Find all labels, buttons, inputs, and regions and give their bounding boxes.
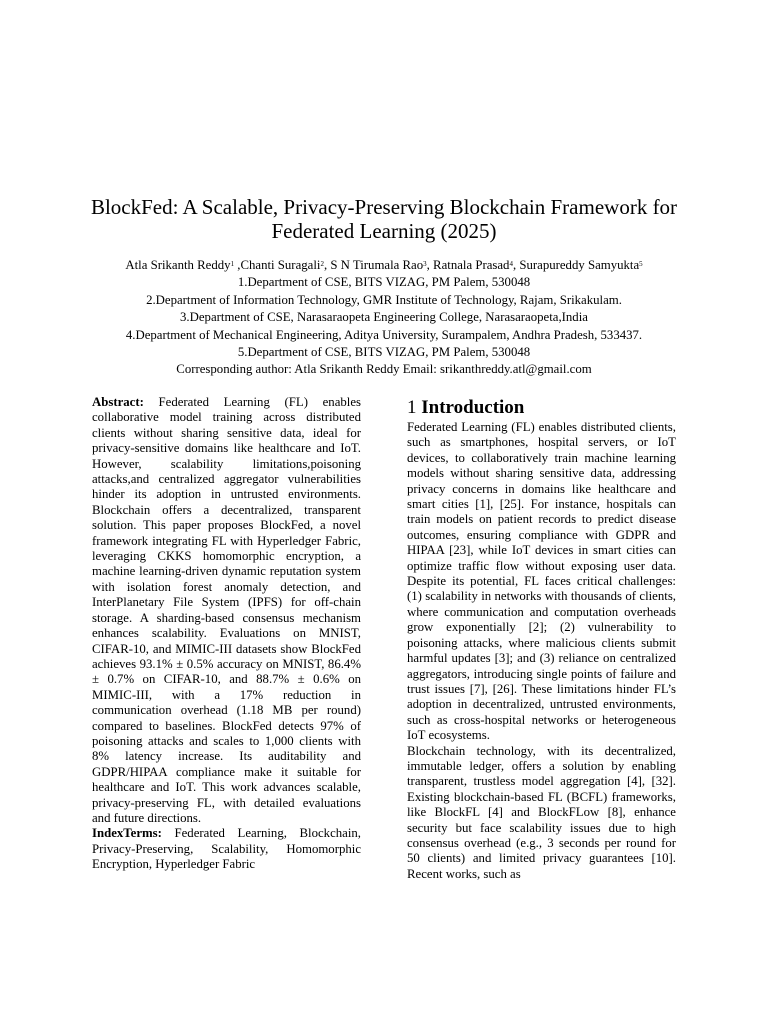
author-separator: , bbox=[426, 258, 434, 272]
intro-paragraph: Blockchain technology, with its decentralized, immutable ledger, offers a solution by enabling transparent, trustless model aggregation [4], [32]. Existing blockchain-based FL (BCFL) frameworks, like BlockFL [4] and BlockFLow [8], enhance security but face scalability issues due to high consensus overhead (e.g., 3 seconds per round for 50 clients) and limited privacy guarantees [10]. Recent works, such as bbox=[407, 743, 676, 881]
author-name: Ratnala Prasad bbox=[433, 258, 510, 272]
corresponding-author: Corresponding author: Atla Srikanth Reddy Email: srikanthreddy.atl@gmail.com bbox=[176, 362, 592, 377]
section-title: Introduction bbox=[421, 397, 525, 418]
section-heading bbox=[407, 396, 676, 420]
paper-title: BlockFed: A Scalable, Privacy-Preserving Blockchain Framework for Federated Learning (2025) bbox=[90, 195, 678, 243]
author-name: S N Tirumala Rao bbox=[330, 258, 424, 272]
affiliation: 3.Department of CSE, Narasaraopeta Engineering College, Narasaraopeta,India bbox=[180, 310, 588, 325]
affiliation: 4.Department of Mechanical Engineering, Aditya University, Surampalem, Andhra Pradesh, 533437. bbox=[125, 327, 643, 342]
affiliation: 2.Department of Information Technology, GMR Institute of Technology, Rajam, Srikakulam. bbox=[146, 292, 622, 307]
abstract-text: Federated Learning (FL) enables collaborative model training across distributed clients without sharing sensitive data, ideal for privacy-sensitive domains like healthcare and IoT. However, scalability limitations,poisoning attacks,and centralized aggregator vulnerabilities hinder its adoption in untrusted environments. Blockchain offers a decentralized, transparent solution. This paper proposes BlockFed, a novel framework integrating FL with Hyperledger Fabric, leveraging CKKS homomorphic encryption, a machine learning-driven dynamic reputation system with isolation forest anomaly detection, and InterPlanetary File System (IPFS) for off-chain storage. A sharding-based consensus mechanism enhances scalability. Evaluations on MNIST, CIFAR-10, and MIMIC-III datasets show BlockFed achieves 93.1% ± 0.5% accuracy on MNIST, 86.4% ± 0.7% on CIFAR-10, and 88.7% ± 0.6% on MIMIC-III, with a 17% reduction in communication overhead (1.18 MB per round) compared to baselines. BlockFed detects 97% of poisoning attacks and scales to 1,000 clients with 8% latency increase. Its auditability and GDPR/HIPAA compliance make it suitable for healthcare and IoT. This work advances scalable, privacy-preserving FL, with detailed evaluations and future directions. bbox=[92, 395, 361, 825]
author-name: Surapureddy Samyukta bbox=[519, 258, 640, 272]
index-terms-text: Federated Learning, Blockchain, Privacy-Preserving, Scalability, Homomorphic Encryption, Hyperledger Fabric bbox=[92, 826, 361, 872]
author-name: Chanti Suragali bbox=[240, 258, 321, 272]
author-separator: , bbox=[234, 258, 241, 272]
index-terms-label: IndexTerms: bbox=[92, 826, 162, 841]
author-list bbox=[40, 257, 728, 274]
author-superscript: 5 bbox=[639, 260, 643, 268]
author-block bbox=[40, 257, 728, 379]
author-superscript: 4 bbox=[509, 260, 513, 268]
right-column bbox=[407, 396, 676, 882]
author-superscript: 2 bbox=[320, 260, 324, 268]
section-number: 1 bbox=[407, 397, 417, 418]
intro-paragraph: Federated Learning (FL) enables distributed clients, such as smartphones, hospital servers, or IoT devices, to collaboratively train machine learning models without sharing sensitive data, addressing privacy concerns in domains like healthcare and smart cities [1], [25]. For instance, hospitals can train models on patient records to predict disease outcomes, ensuring compliance with GDPR and HIPAA [23], while IoT devices in smart cities can optimize traffic flow without exposing user data. Despite its potential, FL faces critical challenges: (1) scalability in networks with thousands of clients, where communication and computation overheads grow exponentially [2]; (2) vulnerability to poisoning attacks, where malicious clients submit harmful updates [3]; and (3) reliance on centralized aggregators, introducing single points of failure and trust issues [7], [26]. These limitations hinder FL’s adoption in decentralized, untrusted environments, such as cross-hospital networks or heterogeneous IoT ecosystems. bbox=[407, 420, 676, 743]
affiliation: 5.Department of CSE, BITS VIZAG, PM Palem, 530048 bbox=[237, 345, 531, 360]
author-superscript: 1 bbox=[230, 260, 235, 268]
author-separator: , bbox=[323, 258, 331, 272]
author-name: Atla Srikanth Reddy bbox=[125, 258, 231, 272]
index-terms bbox=[92, 826, 361, 872]
left-column bbox=[92, 395, 361, 873]
affiliation: 1.Department of CSE, BITS VIZAG, PM Palem, 530048 bbox=[237, 275, 531, 290]
abstract-label: Abstract: bbox=[92, 395, 144, 409]
author-superscript: 3 bbox=[423, 260, 427, 268]
abstract bbox=[92, 395, 361, 826]
author-separator: , bbox=[512, 258, 520, 272]
